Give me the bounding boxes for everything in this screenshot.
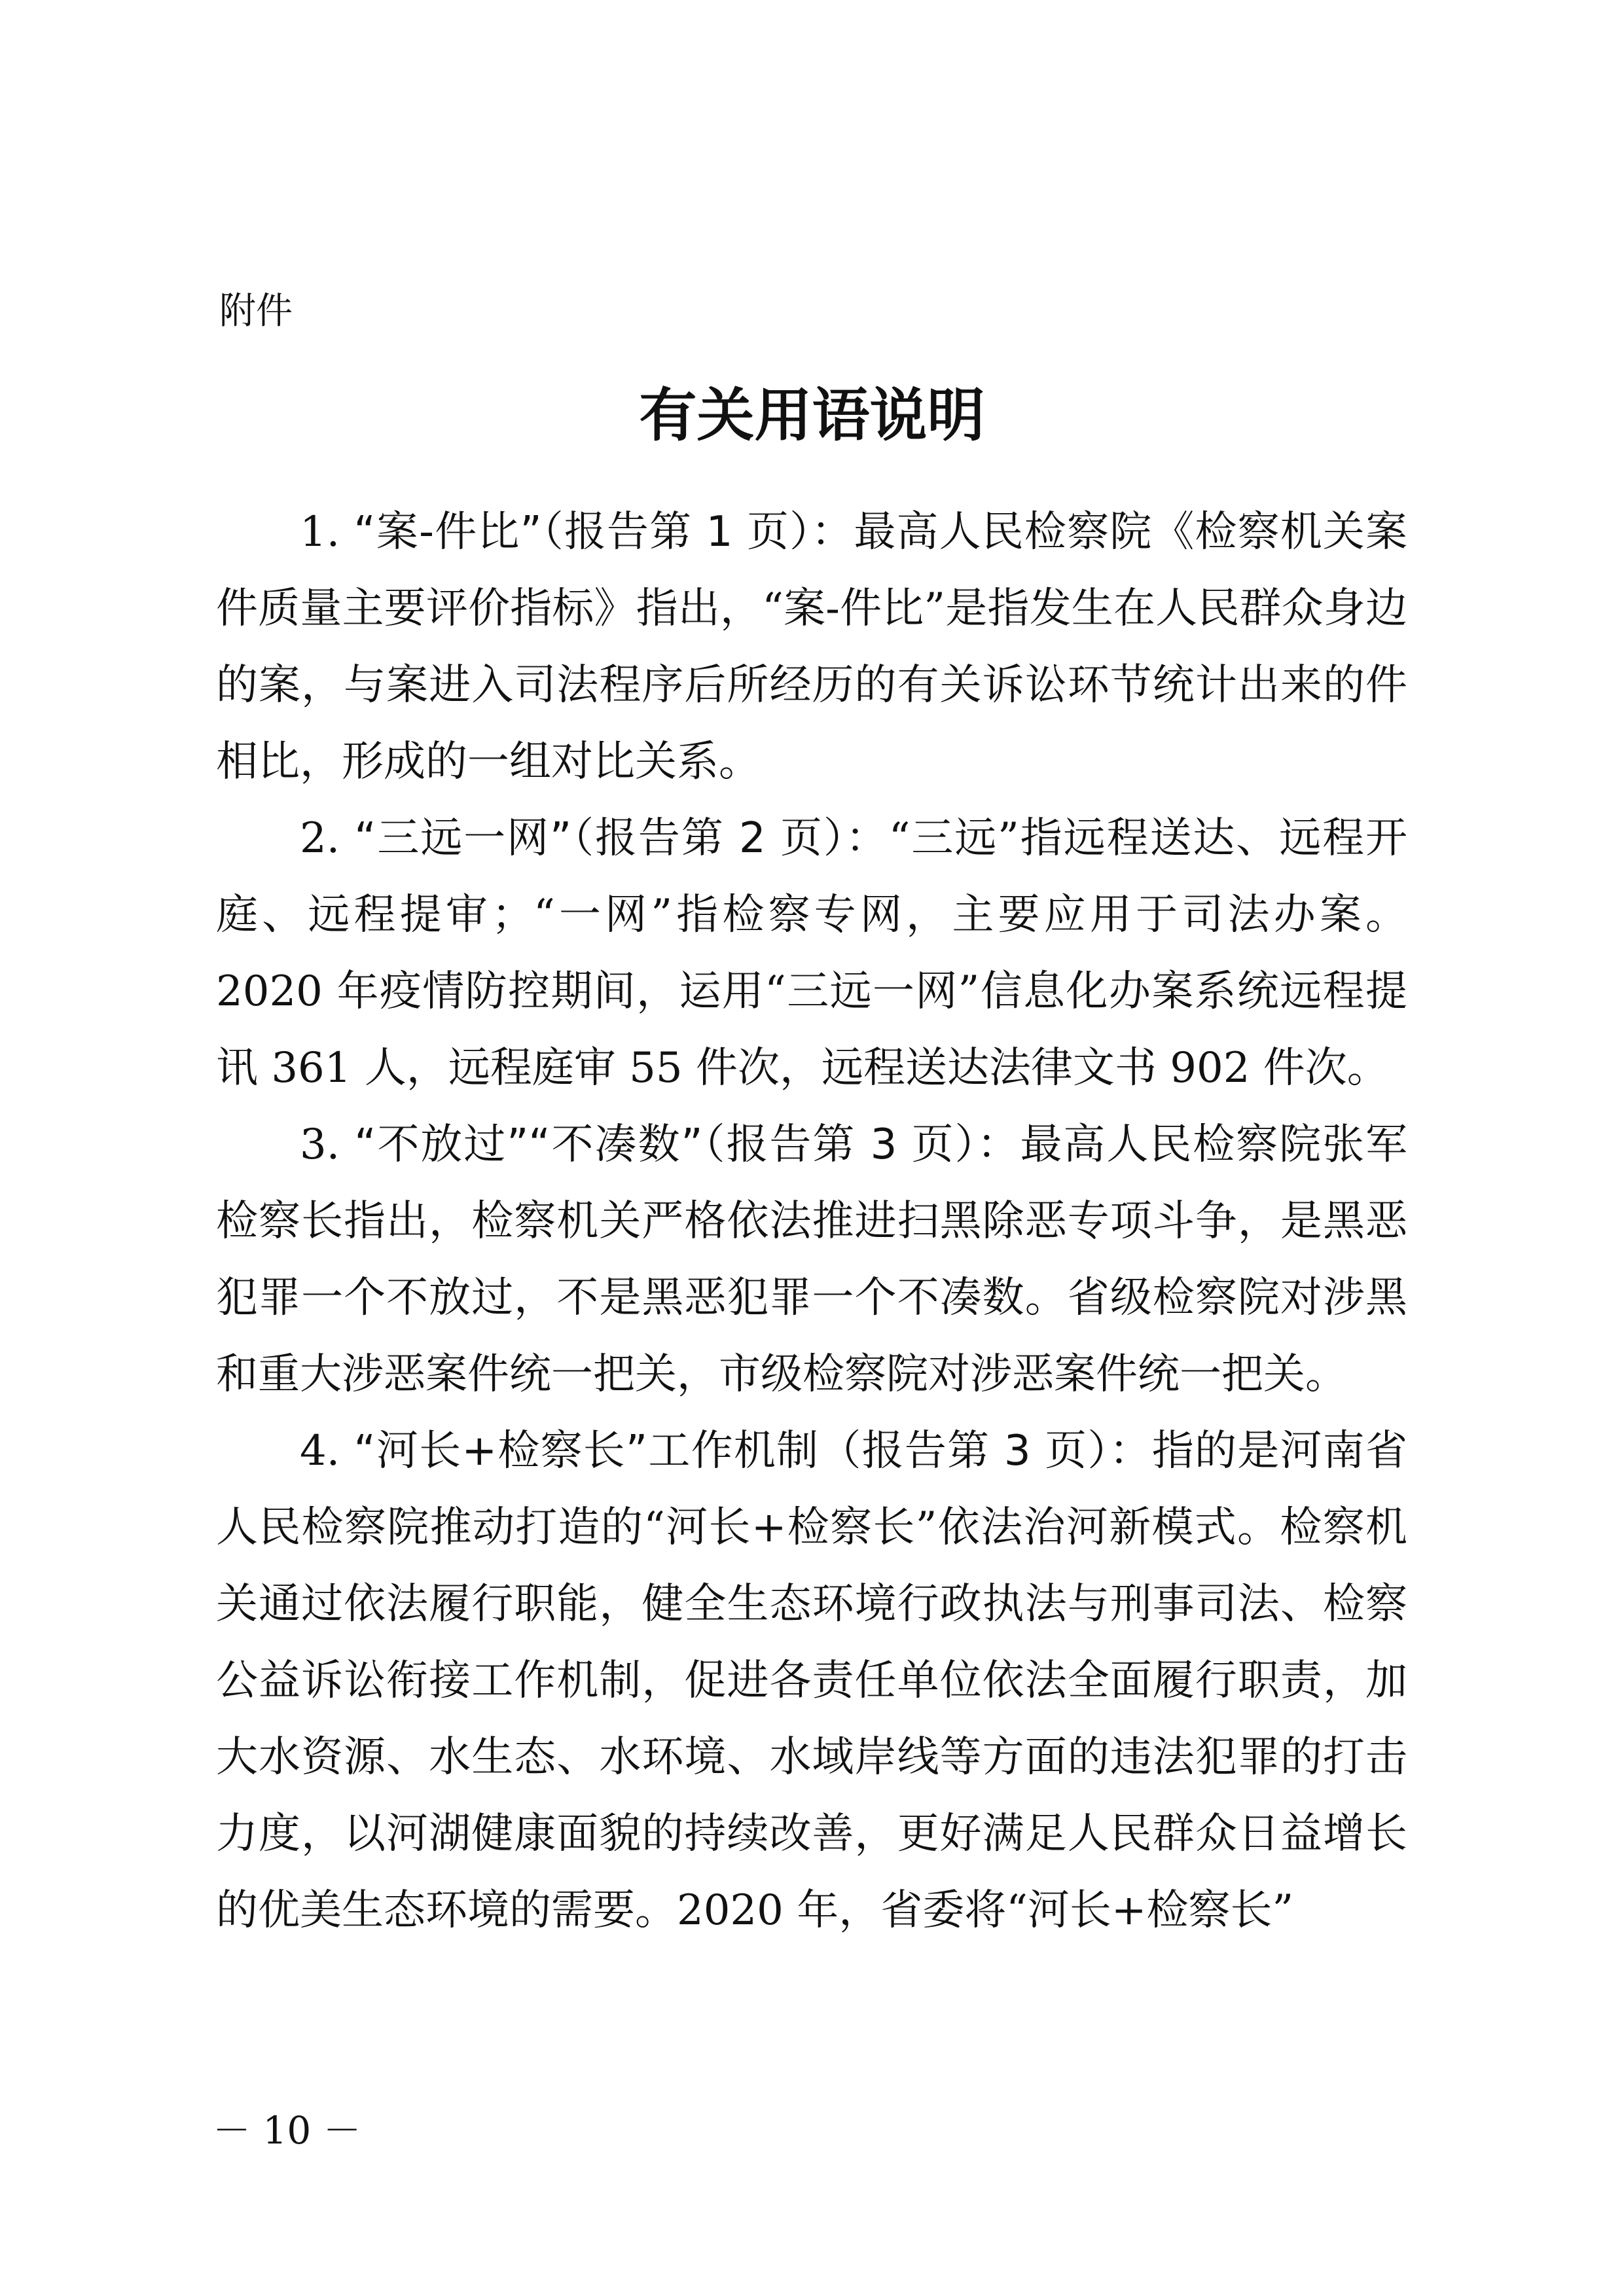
paragraph-2-number: 2. <box>300 814 355 863</box>
document-body <box>216 494 1407 1949</box>
paragraph-3-body: 最高人民检察院张军检察长指出，检察机关严格依法推进扫黑除恶专项斗争，是黑恶犯罪一个不放过，不是黑恶犯罪一个不凑数。省级检察院对涉黑和重大涉恶案件统一把关，市级检察院对涉恶案件统一把关。 <box>216 1121 1408 1399</box>
paragraph-4-body: 指的是河南省人民检察院推动打造的“河长+检察长”依法治河新模式。检察机关通过依法履行职能，健全生态环境行政执法与刑事司法、检察公益诉讼衔接工作机制，促进各责任单位依法全面履行职责，加大水资源、水生态、水环境、水域岸线等方面的违法犯罪的打击力度，以河湖健康面貌的持续改善，更好满足人民群众日益增长的优美生态环境的需要。2020 年，省委将“河长+检察长” <box>216 1427 1408 1935</box>
paragraph-2 <box>216 800 1407 1107</box>
paragraph-1 <box>216 494 1407 800</box>
paragraph-1-body: 最高人民检察院《检察机关案件质量主要评价指标》指出，“案-件比”是指发生在人民群众身边的案，与案进入司法程序后所经历的有关诉讼环节统计出来的件相比，形成的一组对比关系。 <box>216 508 1408 786</box>
paragraph-2-body: “三远”指远程送达、远程开庭、远程提审；“一网”指检察专网，主要应用于司法办案。2020 年疫情防控期间，运用“三远一网”信息化办案系统远程提讯 361 人，远程庭审 55 件次，远程送达法律文书 902 件次。 <box>216 814 1408 1092</box>
paragraph-2-term: “三远一网”（报告第 2 页）： <box>354 814 889 863</box>
page-number: － 10 － <box>213 2108 361 2153</box>
paragraph-3 <box>216 1107 1407 1413</box>
document-title: 有关用语说明 <box>639 382 985 449</box>
paragraph-4-term: “河长+检察长”工作机制（报告第 3 页）： <box>353 1427 1152 1475</box>
paragraph-1-number: 1. <box>300 508 354 556</box>
paragraph-3-number: 3. <box>300 1121 355 1169</box>
attachment-label: 附件 <box>219 290 293 332</box>
paragraph-4 <box>216 1413 1407 1949</box>
paragraph-4-number: 4. <box>300 1427 354 1475</box>
paragraph-3-term: “不放过”“不凑数”（报告第 3 页）： <box>354 1121 1020 1169</box>
paragraph-1-term: “案-件比”（报告第 1 页）： <box>353 508 854 556</box>
